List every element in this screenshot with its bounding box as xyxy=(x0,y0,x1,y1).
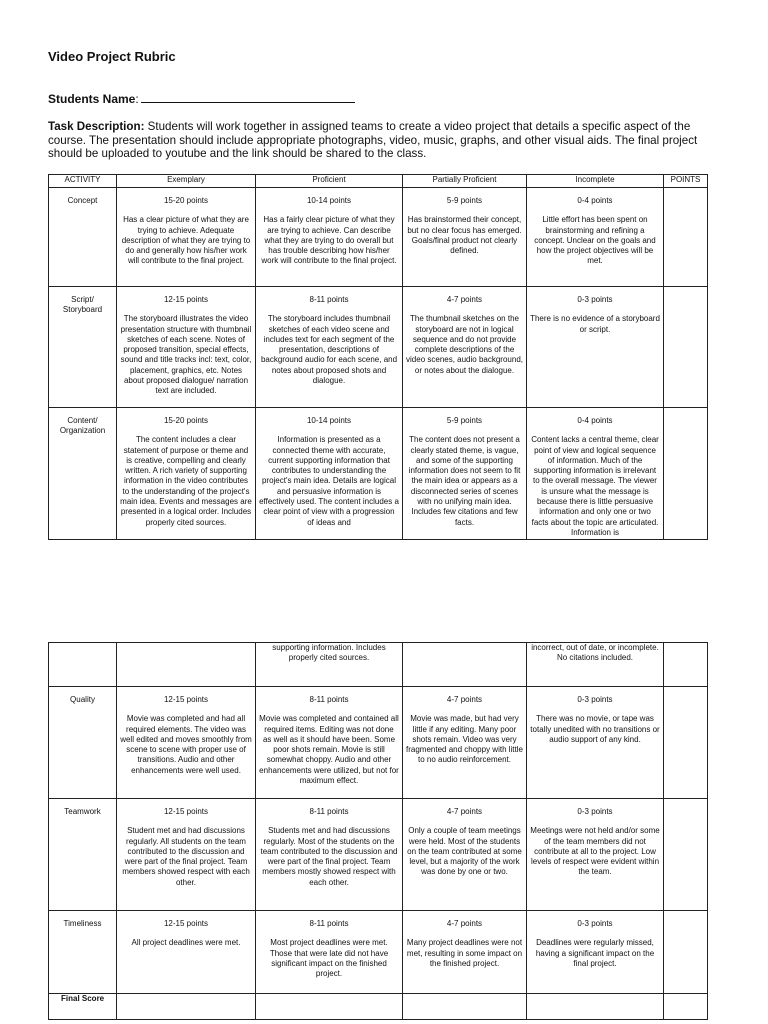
criteria-text: Many project deadlines were not met, resulting in some impact on the finished project. xyxy=(406,938,523,968)
points-entry-cell[interactable] xyxy=(664,911,708,994)
points-range: 8-11 points xyxy=(309,919,349,928)
criteria-text: Only a couple of team meetings were held. Most of the students on the team contributed at some level, but a majority of the work was done by one or two. xyxy=(407,826,522,877)
points-range: 10-14 points xyxy=(306,416,352,425)
criteria-text: Movie was made, but had very little if any editing. Many poor shots remain. Video was very fragmented and choppy with little to no audio reinforcement. xyxy=(406,714,523,765)
rubric-cell xyxy=(403,799,527,911)
rubric-cell xyxy=(117,287,256,408)
table-row-concept xyxy=(49,188,708,287)
table-row-teamwork xyxy=(49,799,708,911)
rubric-cell xyxy=(117,911,256,994)
rubric-cell xyxy=(527,643,664,687)
activity-cell xyxy=(49,287,117,408)
students-name-line xyxy=(48,92,355,106)
criteria-text: All project deadlines were met. xyxy=(131,938,241,948)
activity-cell xyxy=(49,643,117,687)
document-title: Video Project Rubric xyxy=(48,49,176,64)
criteria-text: Information is presented as a connected theme with accurate, current supporting information that contributes to understanding the project's main idea. Details are logical and persuasive information is effectively used. The content includes a clear point of view with a progression of ideas and xyxy=(259,435,399,527)
criteria-text: Movie was completed and had all required elements. The video was well edited and moves smoothly from scene to scene with proper use of transitions. Audio and other enhancements were well used. xyxy=(120,714,252,775)
criteria-text: The content includes a clear statement of purpose or theme and is creative, compelling and clearly written. A rich variety of supporting information in the video contributes to the understanding of the project's main idea. Events and messages are presented in a logical order. Includes properly cited sources. xyxy=(120,435,252,527)
criteria-text: Has a fairly clear picture of what they are trying to achieve. Can describe what they are trying to do overall but has trouble describing how his/her work will contribute to the final project. xyxy=(261,215,397,266)
activity-label: Content/ Organization xyxy=(59,416,106,436)
criteria-text: Little effort has been spent on brainstorming and refining a concept. Unclear on the goals and how the project objectives will be met. xyxy=(534,215,656,266)
table-row-timeliness xyxy=(49,911,708,994)
points-range: 12-15 points xyxy=(163,919,209,928)
students-name-colon: : xyxy=(135,92,139,106)
rubric-cell xyxy=(527,408,664,540)
rubric-cell xyxy=(117,687,256,799)
criteria-text: There was no movie, or tape was totally unedited with no transitions or audio support of any kind. xyxy=(530,714,660,744)
rubric-cell xyxy=(403,287,527,408)
criteria-text: incorrect, out of date, or incomplete. No citations included. xyxy=(531,643,659,663)
criteria-text: Movie was completed and contained all required items. Editing was not done as well as it should have been. Some poor shots remain. Movie is still somewhat choppy. Audio and other enhancements were utilized, but not for maximum effect. xyxy=(259,714,399,786)
final-score-total-cell[interactable] xyxy=(664,994,708,1020)
criteria-text: supporting information. Includes properly cited sources. xyxy=(272,643,386,663)
criteria-text: Has brainstormed their concept, but no clear focus has emerged. Goals/final product not clearly defined. xyxy=(407,215,522,256)
header-activity: ACTIVITY xyxy=(49,175,117,188)
task-description-text: Students will work together in assigned teams to create a video project that details a specific aspect of the course. The presentation should include appropriate photographs, video, music, graphs, and other visual aids. The final project should be uploaded to youtube and the link should be shared to the class. xyxy=(48,120,698,160)
table-row-script-storyboard xyxy=(49,287,708,408)
rubric-cell xyxy=(256,188,403,287)
rubric-cell xyxy=(527,687,664,799)
points-range: 0-3 points xyxy=(577,919,613,928)
rubric-cell xyxy=(256,287,403,408)
points-range: 12-15 points xyxy=(163,807,209,816)
points-entry-cell[interactable] xyxy=(664,799,708,911)
points-entry-cell[interactable] xyxy=(664,188,708,287)
activity-label: Teamwork xyxy=(64,807,101,816)
criteria-text: There is no evidence of a storyboard or script. xyxy=(530,314,660,334)
activity-label: Quality xyxy=(70,695,95,704)
criteria-text: Deadlines were regularly missed, having a significant impact on the final project. xyxy=(535,938,655,968)
activity-label: Concept xyxy=(67,196,98,205)
rubric-cell xyxy=(117,643,256,687)
table-row-continuation xyxy=(49,643,708,687)
rubric-cell xyxy=(117,799,256,911)
table-row-final-score xyxy=(49,994,708,1020)
criteria-text: The thumbnail sketches on the storyboard are not in logical sequence and do not provide complete descriptions of the video scenes, audio background, or notes about the dialogue. xyxy=(406,314,523,375)
rubric-cell xyxy=(403,408,527,540)
task-description xyxy=(48,120,713,161)
table-header-row xyxy=(49,175,708,188)
criteria-text: Students met and had discussions regularly. Most of the students on the team contributed to the discussion and were part of the final project. Team members mostly showed respect with each other. xyxy=(260,826,398,887)
points-range: 5-9 points xyxy=(446,416,483,425)
rubric-cell xyxy=(527,287,664,408)
header-incomplete: Incomplete xyxy=(527,175,664,188)
points-range: 15-20 points xyxy=(163,196,209,205)
rubric-cell xyxy=(256,911,403,994)
header-points: POINTS xyxy=(664,175,708,188)
final-score-label: Final Score xyxy=(49,994,117,1020)
criteria-text: Most project deadlines were met. Those that were late did not have significant impact on the finished project. xyxy=(269,938,389,979)
points-entry-cell[interactable] xyxy=(664,687,708,799)
activity-cell xyxy=(49,799,117,911)
points-range: 10-14 points xyxy=(306,196,352,205)
rubric-cell xyxy=(527,188,664,287)
header-proficient: Proficient xyxy=(256,175,403,188)
rubric-cell xyxy=(403,687,527,799)
rubric-cell xyxy=(256,408,403,540)
points-range: 0-3 points xyxy=(577,295,613,304)
rubric-cell xyxy=(403,643,527,687)
rubric-cell xyxy=(117,408,256,540)
final-score-cell[interactable] xyxy=(256,994,403,1020)
points-range: 0-3 points xyxy=(577,695,613,704)
criteria-text: Student met and had discussions regularly. All students on the team contributed to the discussion and were part of the final project. Team members showed respect with each other. xyxy=(122,826,250,887)
points-range: 15-20 points xyxy=(163,416,209,425)
points-entry-cell[interactable] xyxy=(664,408,708,540)
points-range: 4-7 points xyxy=(446,919,483,928)
rubric-cell xyxy=(403,188,527,287)
students-name-blank[interactable] xyxy=(141,92,355,103)
criteria-text: The storyboard includes thumbnail sketches of each video scene and includes text for each segment of the presentation, descriptions of background audio for each scene, and notes about proposed shots and dialogue. xyxy=(260,314,398,386)
points-range: 0-3 points xyxy=(577,807,613,816)
activity-label: Timeliness xyxy=(63,919,102,928)
final-score-cell[interactable] xyxy=(403,994,527,1020)
points-range: 12-15 points xyxy=(163,295,209,304)
points-entry-cell[interactable] xyxy=(664,643,708,687)
points-range: 4-7 points xyxy=(446,295,483,304)
students-name-label: Students Name xyxy=(48,92,136,106)
header-exemplary: Exemplary xyxy=(117,175,256,188)
criteria-text: The storyboard illustrates the video presentation structure with thumbnail sketches of each scene. Notes of proposed transition, special effects, sound and title tracks incl: text, color, placement, graphics, etc. Notes about proposed dialogue/ narration text are included. xyxy=(120,314,252,396)
task-description-label: Task Description: xyxy=(48,120,145,133)
criteria-text: Content lacks a central theme, clear point of view and logical sequence of information. Much of the supporting information is irrelevant to the overall message. The viewer is unsure what the message is because there is little persuasive information and only one or two facts about the topic are articulated. Information is xyxy=(531,435,659,537)
rubric-cell xyxy=(256,643,403,687)
header-partially-proficient: Partially Proficient xyxy=(403,175,527,188)
rubric-cell xyxy=(256,687,403,799)
table-row-quality xyxy=(49,687,708,799)
points-range: 12-15 points xyxy=(163,695,209,704)
points-range: 8-11 points xyxy=(309,295,349,304)
criteria-text: The content does not present a clearly stated theme, is vague, and some of the supporting information does not seem to fit the main idea or appears as a disconnected series of scenes with no unifying main idea. Includes few citations and few facts. xyxy=(408,435,521,527)
rubric-cell xyxy=(527,799,664,911)
points-range: 8-11 points xyxy=(309,807,349,816)
table-row-content-organization xyxy=(49,408,708,540)
criteria-text: Meetings were not held and/or some of the team members did not contribute at all to the project. Low levels of respect were evident within the team. xyxy=(530,826,660,877)
points-range: 5-9 points xyxy=(446,196,483,205)
points-range: 8-11 points xyxy=(309,695,349,704)
points-entry-cell[interactable] xyxy=(664,287,708,408)
activity-label: Script/ Storyboard xyxy=(62,295,103,315)
points-range: 4-7 points xyxy=(446,695,483,704)
rubric-table-page1 xyxy=(48,174,708,540)
activity-cell xyxy=(49,408,117,540)
rubric-cell xyxy=(117,188,256,287)
activity-cell xyxy=(49,911,117,994)
criteria-text: Has a clear picture of what they are trying to achieve. Adequate description of what they are trying to do and generally how his/her work will contribute to the final project. xyxy=(121,215,251,266)
rubric-cell xyxy=(527,911,664,994)
activity-cell xyxy=(49,188,117,287)
activity-cell xyxy=(49,687,117,799)
final-score-cell[interactable] xyxy=(527,994,664,1020)
rubric-cell xyxy=(403,911,527,994)
rubric-cell xyxy=(256,799,403,911)
points-range: 4-7 points xyxy=(446,807,483,816)
points-range: 0-4 points xyxy=(577,196,613,205)
rubric-table-page2 xyxy=(48,642,708,1020)
final-score-cell[interactable] xyxy=(117,994,256,1020)
points-range: 0-4 points xyxy=(577,416,613,425)
